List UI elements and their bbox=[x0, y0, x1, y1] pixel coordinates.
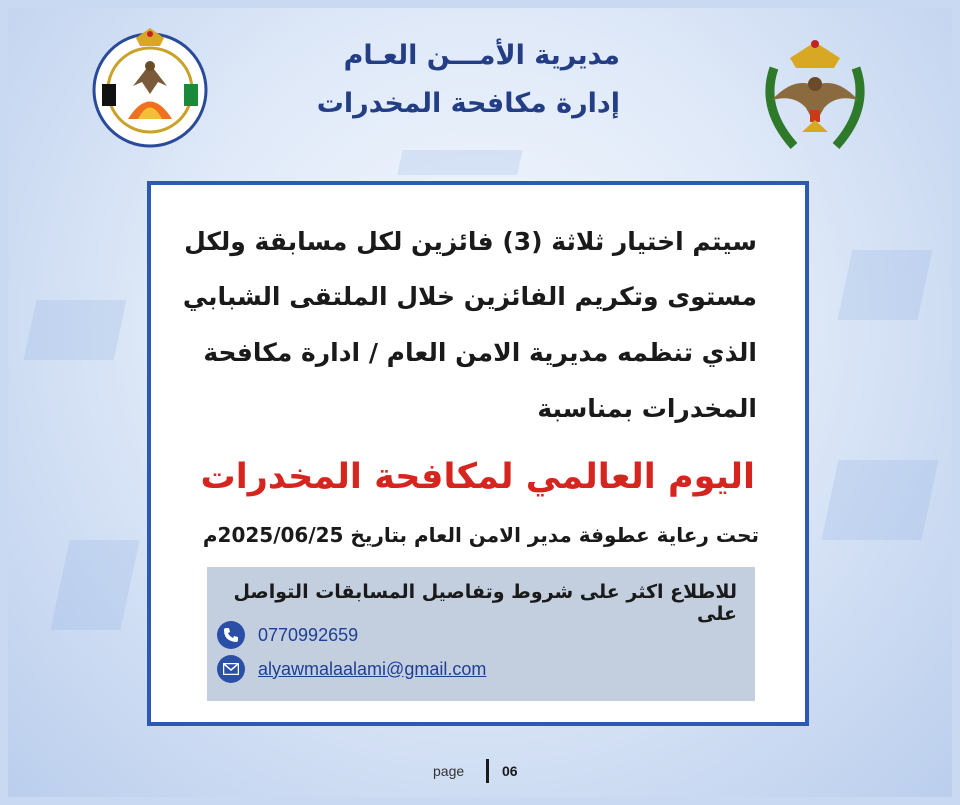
contact-email-row[interactable] bbox=[217, 655, 486, 683]
anti-narcotics-emblem-icon bbox=[88, 24, 212, 148]
header-title-line1: مديرية الأمـــن العـام bbox=[343, 40, 620, 71]
mail-icon bbox=[217, 655, 245, 683]
phone-icon bbox=[217, 621, 245, 649]
event-headline: اليوم العالمي لمكافحة المخدرات bbox=[200, 457, 755, 497]
background-tile bbox=[397, 150, 522, 175]
background-tile bbox=[838, 250, 933, 320]
footer-divider bbox=[486, 759, 489, 783]
footer-page-number: 06 bbox=[502, 763, 518, 779]
contact-box bbox=[207, 567, 755, 701]
announcement-line: سيتم اختيار ثلاثة (3) فائزين لكل مسابقة ولكل bbox=[184, 227, 757, 256]
footer-page-label: page bbox=[433, 763, 465, 779]
contact-heading: للاطلاع اكثر على شروط وتفاصيل المسابقات التواصل على bbox=[233, 581, 737, 625]
announcement-line: الذي تنظمه مديرية الامن العام / ادارة مكافحة bbox=[203, 338, 757, 367]
email-link[interactable]: alyawmalaalami@gmail.com bbox=[258, 658, 487, 679]
public-security-emblem-icon bbox=[754, 28, 876, 158]
sponsorship-line: تحت رعاية عطوفة مدير الامن العام بتاريخ 2025/06/25م bbox=[202, 523, 759, 547]
announcement-line: المخدرات بمناسبة bbox=[537, 394, 757, 423]
contact-phone-row[interactable] bbox=[217, 621, 358, 649]
announcement-line: مستوى وتكريم الفائزين خلال الملتقى الشبابي bbox=[182, 282, 757, 311]
header-title-line2: إدارة مكافحة المخدرات bbox=[316, 88, 620, 119]
announcement-card bbox=[147, 181, 809, 726]
background-tile bbox=[821, 460, 938, 540]
phone-number[interactable]: 0770992659 bbox=[258, 624, 359, 645]
background-tile bbox=[24, 300, 127, 360]
